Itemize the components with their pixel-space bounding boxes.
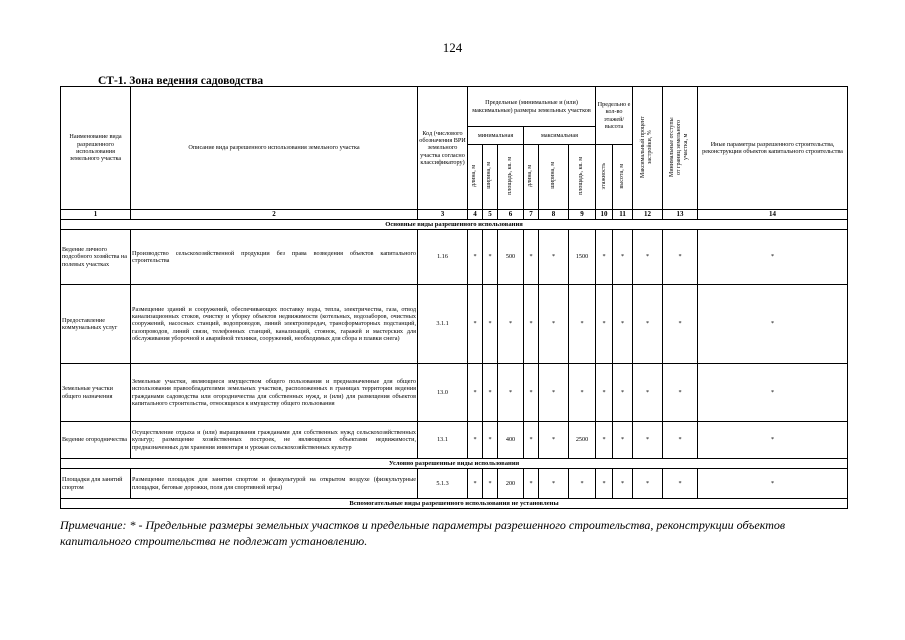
cell: * [468, 230, 483, 285]
cell: * [483, 230, 498, 285]
header-max: максимальная [524, 127, 596, 145]
cell: * [569, 364, 596, 422]
cell: * [596, 469, 613, 499]
cell: * [539, 230, 569, 285]
header-min-length: длина, м [471, 164, 478, 187]
row-code: 13.1 [418, 422, 468, 459]
table-row [61, 469, 848, 499]
cell: * [596, 364, 613, 422]
col-number: 4 [468, 210, 483, 220]
col-number: 9 [569, 210, 596, 220]
row-code: 5.1.3 [418, 469, 468, 499]
row-code: 3.1.1 [418, 285, 468, 364]
cell: * [633, 422, 663, 459]
cell: * [633, 285, 663, 364]
cell: * [596, 285, 613, 364]
page-number: 124 [442, 40, 463, 55]
cell: 1500 [569, 230, 596, 285]
header-name: Наименование вида разрешенного использования земельного участка [61, 87, 131, 210]
cell: * [596, 230, 613, 285]
col-number: 10 [596, 210, 613, 220]
section-conditional: Условно разрешенные виды использования [61, 459, 848, 469]
col-number: 14 [698, 210, 848, 220]
cell: * [663, 469, 698, 499]
header-max-area: площадь, кв. м [578, 156, 585, 195]
col-number: 1 [61, 210, 131, 220]
table-row [61, 285, 848, 364]
cell: * [498, 285, 524, 364]
header-other-params: Иные параметры разрешенного строительства, реконструкции объектов капитального строительства [698, 87, 848, 210]
row-description: Земельные участки, являющиеся имуществом общего пользования и предназначенные для общего использования правообладателями земельных участков, расположенных в границах территории ведения гражданами садоводства или огородничества для собственных нужд, и (или) для размещения объектов капитального строительства, относящихся к имуществу общего пользования [131, 364, 418, 422]
row-code: 13.0 [418, 364, 468, 422]
header-max-percent: Максимальный процент застройки, % [640, 115, 654, 178]
section-main: Основные виды разрешенного использования [61, 220, 848, 230]
cell: * [633, 230, 663, 285]
col-number: 5 [483, 210, 498, 220]
row-name: Площадки для занятий спортом [61, 469, 131, 499]
cell: * [613, 285, 633, 364]
cell: * [468, 285, 483, 364]
cell: * [498, 364, 524, 422]
header-code: Код (числового обозначения ВРИ земельного участка согласно классификатору) [418, 87, 468, 210]
table-row [61, 364, 848, 422]
header-floors-count: этажность [600, 162, 607, 190]
zoning-table [60, 86, 848, 509]
section-auxiliary: Вспомогательные виды разрешенного использования не установлены [61, 499, 848, 509]
cell: * [633, 469, 663, 499]
col-number: 11 [613, 210, 633, 220]
cell: * [596, 422, 613, 459]
cell: * [663, 230, 698, 285]
cell: * [483, 422, 498, 459]
cell: 500 [498, 230, 524, 285]
cell: * [698, 422, 848, 459]
cell: * [468, 469, 483, 499]
cell: * [698, 469, 848, 499]
header-min: минимальная [468, 127, 524, 145]
row-description: Размещение зданий и сооружений, обеспечивающих поставку воды, тепла, электричества, газа, отвод канализационных стоков, очистку и уборку объектов недвижимости (котельных, водозаборов, очистных сооружений, насосных станций, водопроводов, линий электропередач, трансформаторных подстанций, газопроводов, линий связи, телефонных станций, канализаций, стоянок, гаражей и мастерских для обслуживания уборочной и аварийной техники, сооружений, необходимых для сбора и плавки снега) [131, 285, 418, 364]
cell: * [468, 422, 483, 459]
footnote: Примечание: * - Предельные размеры земельных участков и предельные параметры разрешенного строительства, реконструкции объектов капитального строительства не подлежат установлению. [60, 518, 786, 548]
cell: * [569, 469, 596, 499]
cell: * [524, 364, 539, 422]
cell: * [524, 285, 539, 364]
cell: * [633, 364, 663, 422]
cell: * [483, 285, 498, 364]
row-description: Осуществление отдыха и (или) выращивания гражданами для собственных нужд сельскохозяйственных культур; размещение хозяйственных построек, не являющихся объектами недвижимости, предназначенных для хранения инвентаря и урожая сельскохозяйственных культур [131, 422, 418, 459]
cell: 200 [498, 469, 524, 499]
cell: * [524, 469, 539, 499]
header-min-width: ширина, м [486, 162, 493, 190]
cell: * [483, 469, 498, 499]
header-floors: Предельно е кол-во этажей/ высота [596, 87, 633, 145]
cell: * [663, 422, 698, 459]
col-number: 8 [539, 210, 569, 220]
cell: * [613, 230, 633, 285]
cell: * [539, 469, 569, 499]
header-max-width: ширина, м [549, 162, 556, 190]
col-number: 12 [633, 210, 663, 220]
col-number: 6 [498, 210, 524, 220]
header-limit-sizes: Предельные (минимальные и (или) максимальные) размеры земельных участков [468, 87, 596, 127]
col-number: 3 [418, 210, 468, 220]
header-description: Описание вида разрешенного использования земельного участка [131, 87, 418, 210]
cell: * [663, 364, 698, 422]
row-name: Земельные участки общего назначения [61, 364, 131, 422]
table-row [61, 230, 848, 285]
header-min-indent: Минимальные отступы от границ земельного участка, м [669, 117, 690, 177]
cell: * [539, 364, 569, 422]
cell: * [698, 285, 848, 364]
table-row [61, 422, 848, 459]
col-number: 13 [663, 210, 698, 220]
cell: * [483, 364, 498, 422]
header-min-area: площадь, кв. м [506, 156, 513, 195]
row-name: Ведение личного подсобного хозяйства на полевых участках [61, 230, 131, 285]
col-number: 2 [131, 210, 418, 220]
cell: * [613, 422, 633, 459]
header-height: высота, м [619, 163, 625, 189]
cell: * [613, 469, 633, 499]
row-name: Ведение огородничества [61, 422, 131, 459]
cell: * [468, 364, 483, 422]
row-description: Размещение площадок для занятия спортом и физкультурой на открытом воздухе (физкультурные площадки, беговые дорожки, поля для спортивной игры) [131, 469, 418, 499]
cell: * [663, 285, 698, 364]
cell: * [698, 230, 848, 285]
cell: * [524, 422, 539, 459]
row-description: Производство сельскохозяйственной продукции без права возведения объектов капитального строительства [131, 230, 418, 285]
row-code: 1.16 [418, 230, 468, 285]
col-number: 7 [524, 210, 539, 220]
cell: 2500 [569, 422, 596, 459]
cell: * [698, 364, 848, 422]
cell: * [613, 364, 633, 422]
cell: * [539, 285, 569, 364]
cell: * [569, 285, 596, 364]
cell: 400 [498, 422, 524, 459]
cell: * [524, 230, 539, 285]
cell: * [539, 422, 569, 459]
row-name: Предоставление коммунальных услуг [61, 285, 131, 364]
section-title: СТ-1. Зона ведения садоводства [98, 75, 264, 87]
header-max-length: длина, м [527, 164, 534, 187]
